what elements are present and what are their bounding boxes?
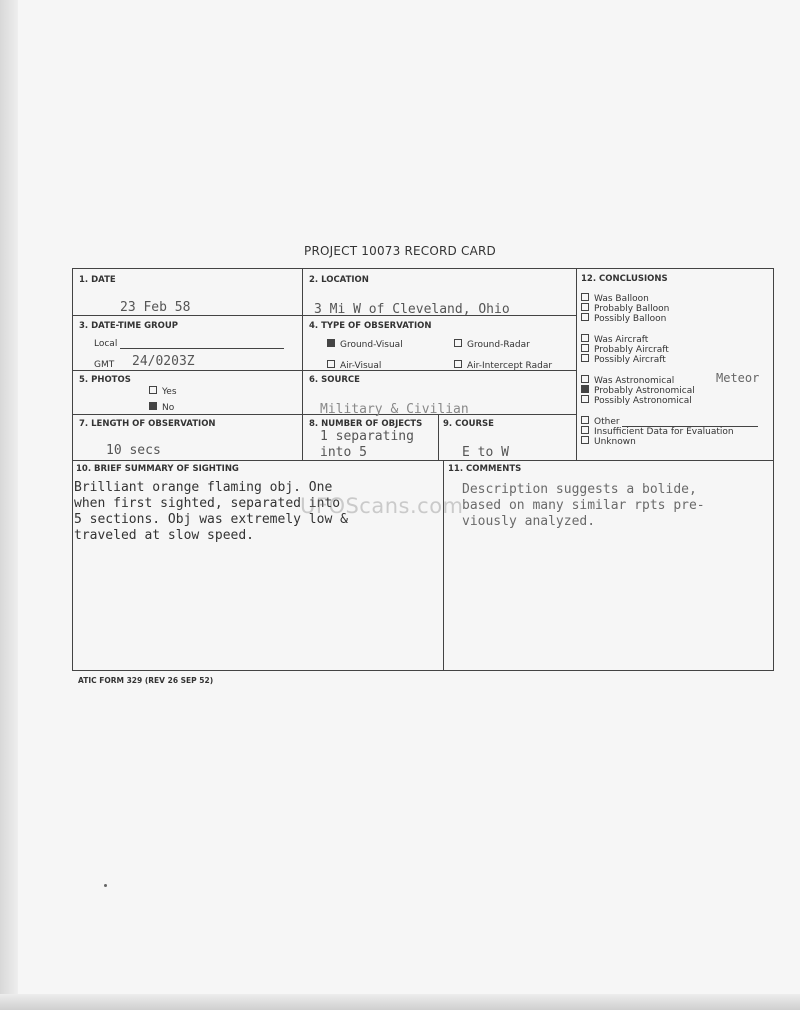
checkbox-checked-icon (327, 339, 335, 347)
concl-possibly-aircraft: Possibly Aircraft (581, 354, 666, 365)
photos-label: 5. PHOTOS (79, 375, 131, 385)
type-obs-label: 4. TYPE OF OBSERVATION (309, 321, 432, 331)
num-objects-label: 8. NUMBER OF OBJECTS (309, 419, 423, 429)
scan-left-edge (0, 0, 18, 1010)
watermark: UFOScans.com (300, 494, 464, 518)
comments-text: Description suggests a bolide, based on many similar rpts pre- viously analyzed. (462, 482, 705, 529)
checkbox-icon (581, 313, 589, 321)
num-objects-line2: into 5 (320, 445, 367, 460)
border-left (72, 268, 73, 671)
checkbox-icon (581, 375, 589, 383)
divider-col2 (576, 268, 577, 460)
obs-ground-radar: Ground-Radar (454, 339, 530, 350)
dtg-gmt-label: GMT (94, 360, 115, 370)
summary-text: Brilliant orange flaming obj. One when first sighted, separated into 5 sections. Obj was extremely low & traveled at slow speed. (74, 480, 348, 543)
border-bottom (72, 670, 774, 671)
checkbox-checked-icon (581, 385, 589, 393)
date-label: 1. DATE (79, 275, 116, 285)
astro-note: Meteor (716, 371, 760, 385)
photos-yes: Yes (149, 386, 177, 397)
concl-probably-aircraft: Probably Aircraft (581, 344, 669, 355)
checkbox-icon (581, 426, 589, 434)
photos-no: No (149, 402, 174, 413)
dtg-label: 3. DATE-TIME GROUP (79, 321, 179, 331)
course-value: E to W (462, 445, 509, 460)
dtg-local-blank (120, 338, 284, 349)
concl-insufficient-data: Insufficient Data for Evaluation (581, 426, 734, 437)
concl-was-aircraft: Was Aircraft (581, 334, 648, 345)
conclusions-label: 12. CONCLUSIONS (581, 274, 668, 284)
checkbox-icon (454, 360, 462, 368)
dtg-gmt-value: 24/0203Z (132, 354, 195, 369)
concl-probably-balloon: Probably Balloon (581, 303, 669, 314)
location-value: 3 Mi W of Cleveland, Ohio (314, 302, 510, 317)
form-number: ATIC FORM 329 (REV 26 SEP 52) (78, 676, 214, 685)
concl-probably-astronomical: Probably Astronomical (581, 385, 695, 396)
checkbox-checked-icon (149, 402, 157, 410)
location-label: 2. LOCATION (309, 275, 369, 285)
record-card (72, 268, 774, 671)
dtg-gmt-row (94, 360, 114, 370)
checkbox-icon (581, 303, 589, 311)
checkbox-icon (581, 354, 589, 362)
checkbox-icon (149, 386, 157, 394)
source-label: 6. SOURCE (309, 375, 360, 385)
divider-col1 (302, 268, 303, 460)
checkbox-icon (454, 339, 462, 347)
source-value: Military & Civilian (320, 402, 469, 417)
obs-air-intercept: Air-Intercept Radar (454, 360, 552, 371)
scan-speck (104, 884, 107, 887)
concl-was-astronomical: Was Astronomical (581, 375, 674, 386)
checkbox-icon (581, 344, 589, 352)
obs-ground-visual: Ground-Visual (327, 339, 403, 350)
scan-bottom-edge (0, 994, 800, 1010)
concl-unknown: Unknown (581, 436, 636, 447)
checkbox-icon (581, 436, 589, 444)
comments-label: 11. COMMENTS (448, 464, 522, 474)
row-divider-4 (72, 460, 774, 461)
concl-possibly-astronomical: Possibly Astronomical (581, 395, 692, 406)
checkbox-icon (581, 334, 589, 342)
num-objects-line1: 1 separating (320, 429, 414, 444)
card-title: PROJECT 10073 RECORD CARD (304, 244, 496, 258)
concl-was-balloon: Was Balloon (581, 293, 649, 304)
length-label: 7. LENGTH OF OBSERVATION (79, 419, 216, 429)
concl-other: Other (581, 416, 758, 427)
course-label: 9. COURSE (443, 419, 494, 429)
checkbox-icon (581, 395, 589, 403)
border-right (773, 268, 774, 671)
border-top (72, 268, 774, 269)
divider-summary (443, 460, 444, 671)
divider-course (438, 414, 439, 460)
date-value: 23 Feb 58 (120, 300, 191, 315)
summary-label: 10. BRIEF SUMMARY OF SIGHTING (76, 464, 239, 474)
dtg-local-label: Local (94, 339, 118, 349)
length-value: 10 secs (106, 443, 161, 458)
obs-air-visual: Air-Visual (327, 360, 381, 371)
concl-possibly-balloon: Possibly Balloon (581, 313, 666, 324)
dtg-local-row (94, 338, 284, 349)
checkbox-icon (581, 293, 589, 301)
checkbox-icon (581, 416, 589, 424)
checkbox-icon (327, 360, 335, 368)
